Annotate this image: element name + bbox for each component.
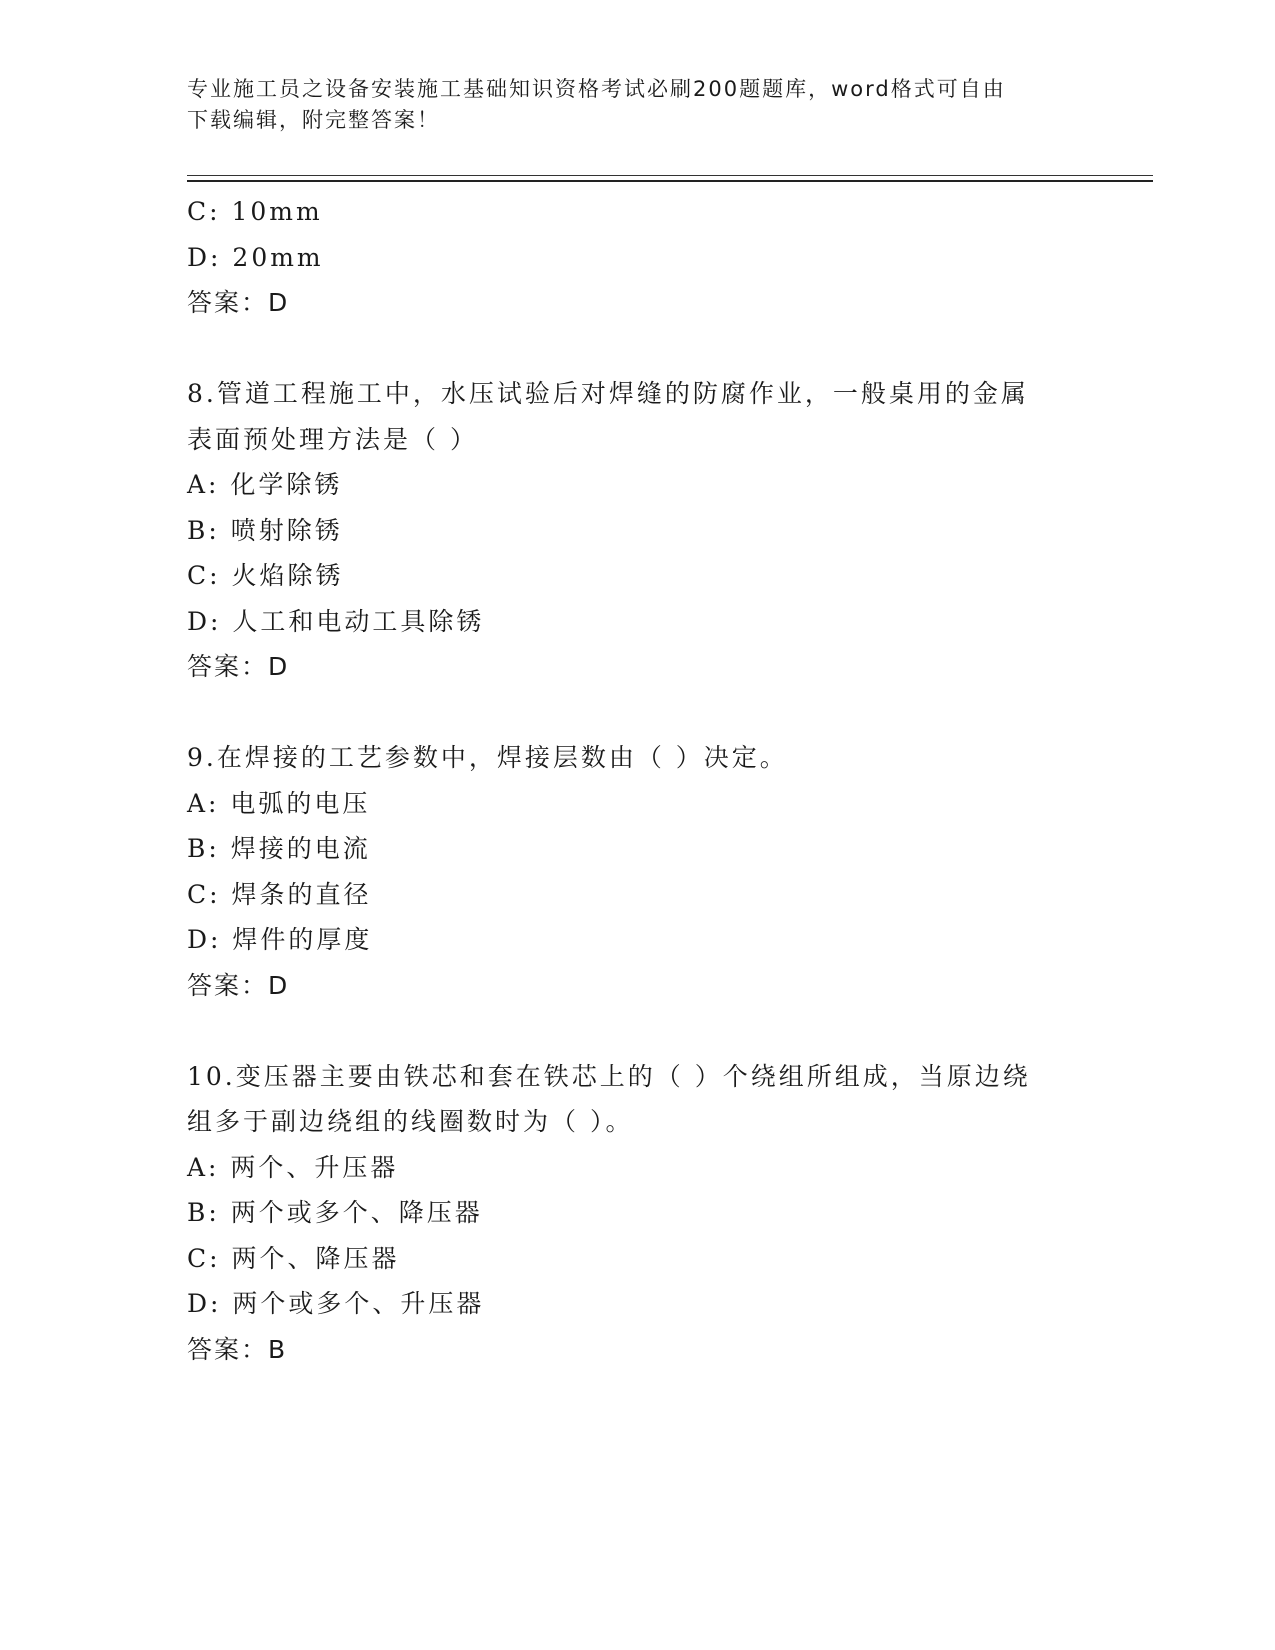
question-stem-line2: 组多于副边绕组的线圈数时为（ ）。 <box>187 1107 634 1136</box>
spacer <box>187 326 1087 372</box>
question-list <box>187 189 1087 1372</box>
answer-line: 答案：D <box>187 970 290 1000</box>
header-divider-thin <box>187 175 1153 176</box>
option-c: C: 火焰除锈 <box>187 561 344 590</box>
option-c: C: 两个、降压器 <box>187 1243 400 1273</box>
option-d: D: 20mm <box>187 242 324 272</box>
option-c: C: 10mm <box>187 197 323 226</box>
option-d: D: 焊件的厚度 <box>187 925 373 954</box>
question-stem-line1: 9.在焊接的工艺参数中，焊接层数由（ ）决定。 <box>187 743 788 772</box>
option-c: C: 焊条的直径 <box>187 879 372 909</box>
option-b: B: 喷射除锈 <box>187 515 343 545</box>
answer-line: 答案：D <box>187 652 290 681</box>
question-stem-line1: 10.变压器主要由铁芯和套在铁芯上的（ ）个绕组所组成，当原边绕 <box>187 1061 1031 1091</box>
header-divider-thick <box>187 180 1153 182</box>
answer-line: 答案：D <box>187 288 290 317</box>
option-a: A: 化学除锈 <box>187 470 343 499</box>
option-d: D: 两个或多个、升压器 <box>187 1289 485 1318</box>
option-b: B: 焊接的电流 <box>187 834 371 863</box>
question-stem-line2: 表面预处理方法是（ ） <box>187 424 478 454</box>
option-a: A: 两个、升压器 <box>187 1152 399 1182</box>
document-header <box>187 74 1067 136</box>
spacer <box>187 690 1087 736</box>
question-8 <box>187 371 1087 690</box>
header-title-line2: 下载编辑，附完整答案！ <box>187 108 440 132</box>
question-stem-line1: 8.管道工程施工中，水压试验后对焊缝的防腐作业，一般桌用的金属 <box>187 379 1029 408</box>
option-b: B: 两个或多个、降压器 <box>187 1198 483 1227</box>
spacer <box>187 1008 1087 1054</box>
option-d: D: 人工和电动工具除锈 <box>187 606 485 636</box>
answer-line: 答案：B <box>187 1334 288 1364</box>
question-10 <box>187 1054 1087 1373</box>
header-title-line1: 专业施工员之设备安装施工基础知识资格考试必刷200题题库，word格式可自由 <box>187 77 1006 101</box>
option-a: A: 电弧的电压 <box>187 788 371 818</box>
question-9 <box>187 735 1087 1008</box>
question-7-tail <box>187 189 1087 326</box>
